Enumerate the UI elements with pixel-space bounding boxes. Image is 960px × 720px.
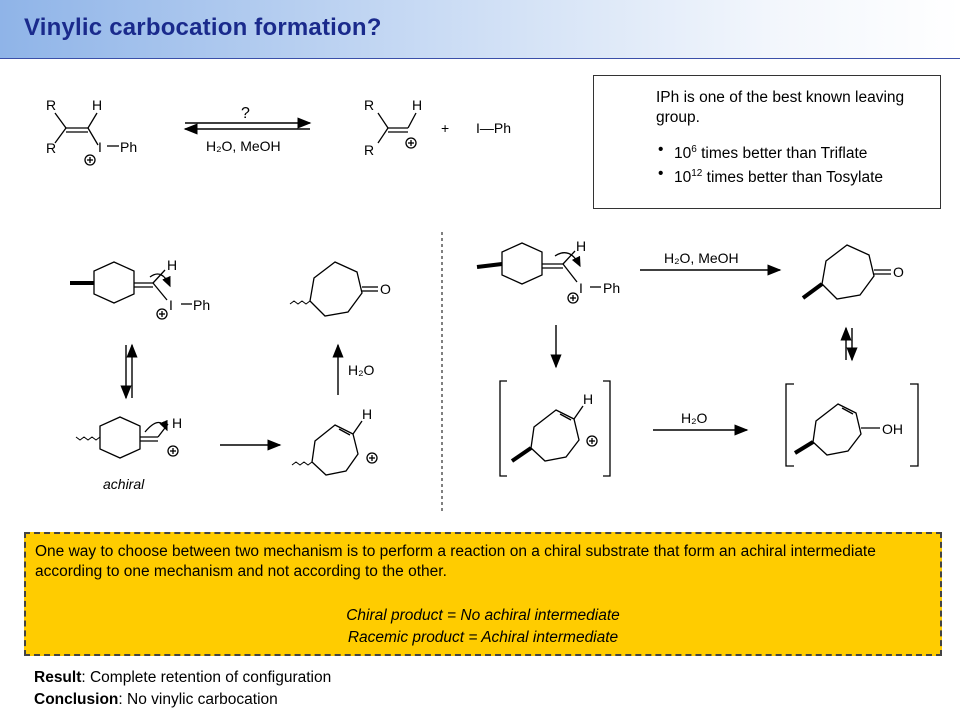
substituent-r: R — [46, 140, 57, 156]
chiral-product-line: Chiral product = No achiral intermediate — [346, 607, 620, 624]
result-line — [34, 668, 331, 688]
iodine-label: I — [169, 297, 173, 313]
bracketed-cycloheptenyl-cation — [500, 381, 610, 476]
explanation-box — [24, 532, 942, 656]
substituent-h: H — [583, 391, 594, 407]
equilibrium-arrows — [185, 123, 310, 129]
substituent-h: H — [576, 238, 587, 254]
substituent-h: H — [412, 97, 423, 113]
note-bullet: • $10^{12}$ times better than Tosylate — [656, 164, 936, 188]
water-label: H₂O — [681, 410, 708, 426]
leaving-group-note — [656, 88, 936, 188]
hydroxyl-label: OH — [882, 421, 903, 437]
substituent-r: R — [364, 142, 375, 158]
reaction-conditions: H₂O, MeOH — [206, 138, 281, 154]
iodine-label: I — [579, 280, 583, 296]
reaction-conditions: H₂O, MeOH — [664, 250, 739, 266]
cyclohexylidene-cation — [76, 417, 178, 458]
cycloheptanone-racemic — [290, 262, 378, 316]
note-bullet: • $10^6$ times better than Triflate — [656, 140, 936, 164]
water-label: H₂O — [348, 362, 375, 378]
vinyl-iodonium-reactant — [55, 113, 119, 165]
substituent-h: H — [167, 257, 178, 273]
note-list — [656, 140, 936, 188]
result-label: Result — [34, 669, 82, 686]
oxygen-label: O — [893, 264, 904, 280]
plus-sign: + — [441, 120, 450, 136]
note-intro: IPh is one of the best known leaving group. — [656, 89, 905, 126]
tautomer-arrows — [846, 328, 852, 360]
question-mark: ? — [241, 105, 250, 122]
phenyl-label: Ph — [120, 139, 138, 155]
substituent-r: R — [364, 97, 375, 113]
phenyl-label: Ph — [193, 297, 211, 313]
substituent-r: R — [46, 97, 57, 113]
racemic-product-line: Racemic product = Achiral intermediate — [347, 629, 619, 646]
iodine-label: I — [98, 139, 102, 155]
conclusion-text: : No vinylic carbocation — [118, 691, 278, 708]
substituent-h: H — [362, 406, 373, 422]
oxygen-label: O — [380, 281, 391, 297]
explanation-text: One way to choose between two mechanism is to perform a reaction on a chiral substrate that form an achiral intermediate according to one mechanism and not according to the other. — [35, 543, 876, 580]
vinyl-cation-product — [378, 113, 416, 148]
equilibrium-arrows-vertical — [126, 345, 132, 398]
substituent-h: H — [172, 415, 183, 431]
conclusion-label: Conclusion — [34, 691, 119, 708]
cycloheptenyl-cation — [292, 421, 377, 475]
substituent-h: H — [92, 97, 103, 113]
conclusion-line — [34, 690, 278, 710]
result-text: : Complete retention of configuration — [81, 669, 332, 686]
phenyl-label: Ph — [603, 280, 621, 296]
achiral-label: achiral — [103, 476, 145, 492]
cycloheptanone-chiral — [803, 245, 891, 299]
iodobenzene-label: I—Ph — [476, 120, 512, 136]
page-title: Vinylic carbocation formation? — [24, 14, 382, 41]
